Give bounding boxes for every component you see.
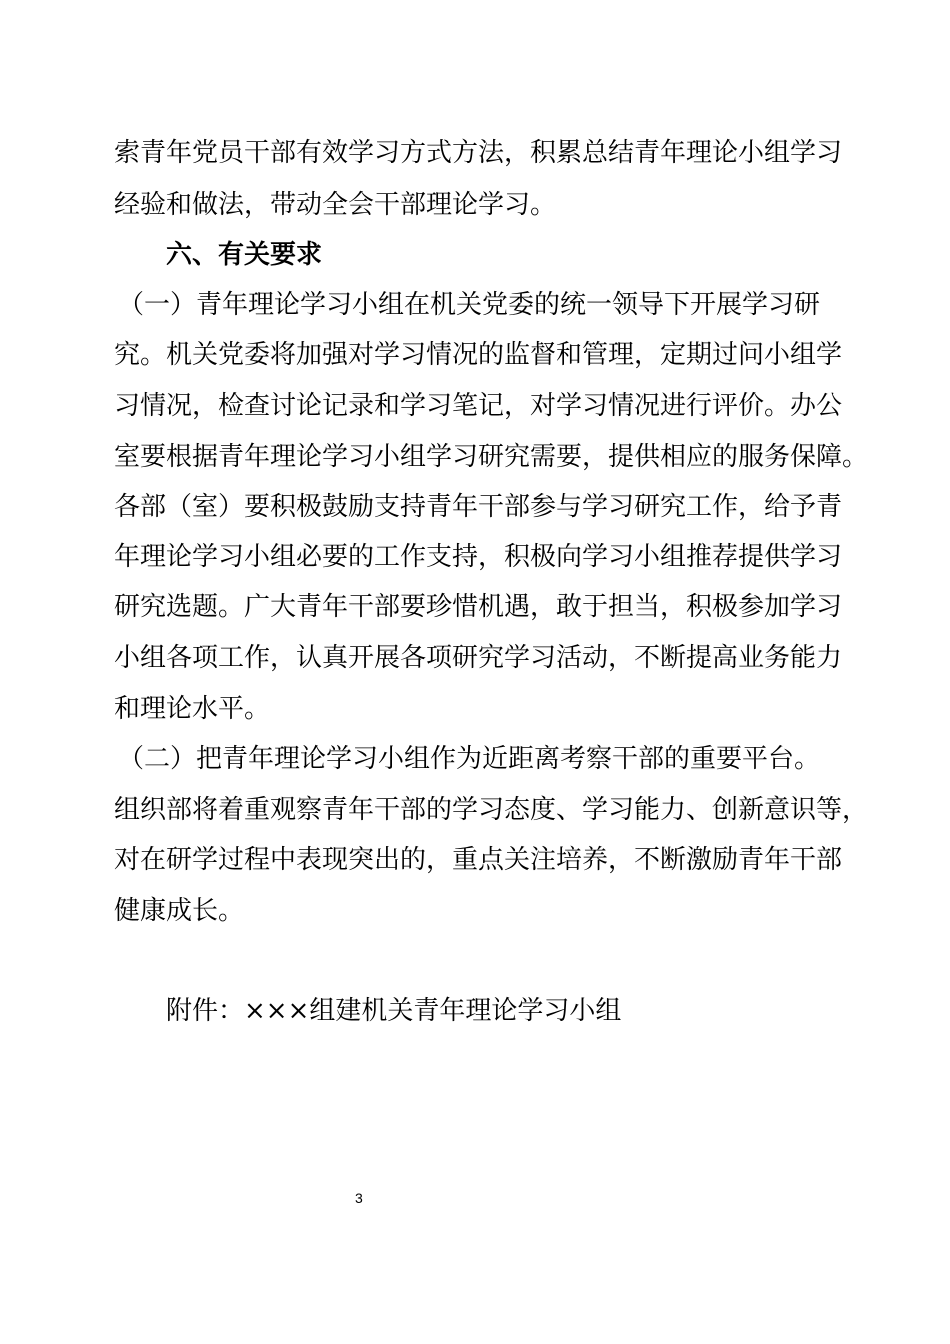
body-line-6: 习情况，检查讨论记录和学习笔记，对学习情况进行评价。办公 — [114, 391, 843, 421]
body-line-8: 各部（室）要积极鼓励支持青年干部参与学习研究工作，给予青 — [114, 492, 843, 522]
body-line-1: 索青年党员干部有效学习方式方法，积累总结青年理论小组学习 — [114, 138, 843, 168]
section-heading: 六、有关要求 — [166, 240, 323, 270]
body-line-11: 小组各项工作，认真开展各项研究学习活动，不断提高业务能力 — [114, 643, 843, 673]
body-line-7: 室要根据青年理论学习小组学习研究需要，提供相应的服务保障。 — [114, 442, 869, 472]
body-line-12: 和理论水平。 — [114, 694, 271, 724]
body-line-4: （一）青年理论学习小组在机关党委的统一领导下开展学习研 — [118, 290, 821, 320]
attachment-line: 附件：×××组建机关青年理论学习小组 — [166, 996, 622, 1026]
body-line-5: 究。机关党委将加强对学习情况的监督和管理，定期过问小组学 — [114, 340, 843, 370]
body-line-9: 年理论学习小组必要的工作支持，积极向学习小组推荐提供学习 — [114, 542, 843, 572]
body-line-13: （二）把青年理论学习小组作为近距离考察干部的重要平台。 — [118, 744, 821, 774]
body-line-2: 经验和做法，带动全会干部理论学习。 — [114, 190, 557, 220]
page-number: 3 — [355, 1190, 363, 1206]
body-line-10: 研究选题。广大青年干部要珍惜机遇，敢于担当，积极参加学习 — [114, 592, 843, 622]
body-line-14: 组织部将着重观察青年干部的学习态度、学习能力、创新意识等， — [114, 795, 869, 825]
body-line-16: 健康成长。 — [114, 896, 245, 926]
body-line-15: 对在研学过程中表现突出的，重点关注培养，不断激励青年干部 — [114, 845, 843, 875]
